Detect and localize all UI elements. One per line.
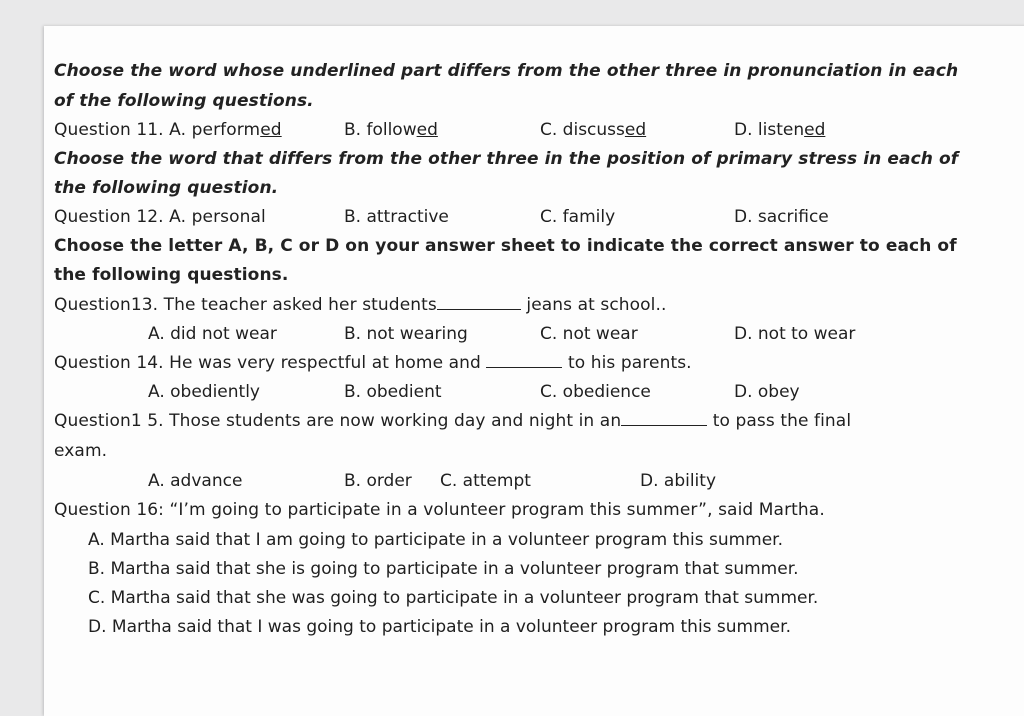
instruction-pronunciation-line2: of the following questions.: [54, 91, 314, 111]
q11-c-underlined: ed: [624, 120, 647, 140]
q11-d-underlined: ed: [804, 120, 826, 140]
worksheet-page: [44, 26, 1024, 716]
q12-option-b: B. attractive: [344, 207, 449, 227]
q11-option-b: [344, 118, 438, 142]
question-11-label: Question 11. A. perform: [54, 120, 261, 140]
q14-option-b: B. obedient: [344, 382, 442, 402]
q11-c-text: C. discuss: [540, 120, 625, 140]
instruction-pronunciation-line1: Choose the word whose underlined part differs from the other three in pronunciation in each: [54, 61, 959, 81]
q13-answer-blank: [437, 293, 521, 310]
q13-option-c: C. not wear: [540, 324, 638, 344]
q15-option-a: A. advance: [148, 471, 243, 491]
question-12-label: Question 12. A. personal: [54, 207, 266, 227]
q15-stem-end: to pass the final: [712, 411, 852, 431]
q16-option-c: C. Martha said that she was going to participate in a volunteer program that summer.: [88, 588, 819, 608]
q15-stem-start: Question1 5. Those students are now working day and night in an: [54, 411, 622, 431]
instruction-answer-line1: Choose the letter A, B, C or D on your answer sheet to indicate the correct answer to each of: [54, 236, 957, 256]
instruction-stress-line1: Choose the word that differs from the other three in the position of primary stress in each of: [54, 149, 959, 169]
q16-option-d: D. Martha said that I was going to participate in a volunteer program this summer.: [88, 617, 791, 637]
q12-option-d: D. sacrifice: [734, 207, 829, 227]
q16-option-b: B. Martha said that she is going to participate in a volunteer program that summer.: [88, 559, 799, 579]
question-15-stem-line2: exam.: [54, 441, 108, 461]
question-14-stem: [54, 351, 692, 375]
q13-option-a: A. did not wear: [148, 324, 277, 344]
q14-option-c: C. obedience: [540, 382, 651, 402]
instruction-stress-line2: the following question.: [54, 178, 279, 198]
q11-option-d: [734, 118, 825, 142]
q14-option-a: A. obediently: [148, 382, 260, 402]
instruction-answer-line2: the following questions.: [54, 265, 289, 285]
q13-stem-end: jeans at school..: [526, 295, 667, 315]
question-15-stem: [54, 409, 851, 433]
q14-stem-start: Question 14. He was very respectful at home and: [54, 353, 487, 373]
q13-option-d: D. not to wear: [734, 324, 856, 344]
q14-stem-end: to his parents.: [567, 353, 692, 373]
q15-answer-blank: [621, 409, 707, 426]
q16-option-a: A. Martha said that I am going to participate in a volunteer program this summer.: [88, 530, 784, 550]
q15-option-b: B. order: [344, 471, 412, 491]
question-13-stem: [54, 293, 667, 317]
q11-b-text: B. follow: [344, 120, 417, 140]
question-11: [54, 118, 282, 142]
q11-option-c: [540, 118, 646, 142]
q12-option-c: C. family: [540, 207, 616, 227]
q13-option-b: B. not wearing: [344, 324, 468, 344]
question-16-stem: Question 16: “I’m going to participate in a volunteer program this summer”, said Martha.: [54, 500, 825, 520]
q15-option-d: D. ability: [640, 471, 717, 491]
q11-a-underlined: ed: [260, 120, 282, 140]
q11-b-underlined: ed: [416, 120, 438, 140]
q11-d-text: D. listen: [734, 120, 805, 140]
q15-option-c: C. attempt: [440, 471, 531, 491]
q13-stem-start: Question13. The teacher asked her students: [54, 295, 437, 315]
q14-answer-blank: [486, 351, 562, 368]
q14-option-d: D. obey: [734, 382, 800, 402]
